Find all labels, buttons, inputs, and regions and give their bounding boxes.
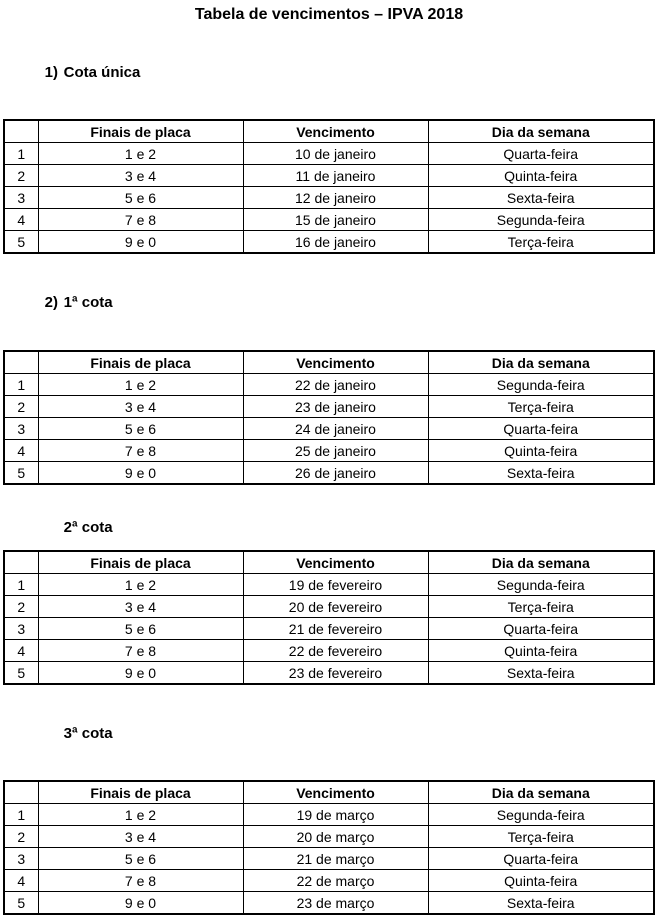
weekday-cell: Quinta-feira: [428, 165, 654, 187]
due-date-cell: 11 de janeiro: [243, 165, 428, 187]
column-header-due-date: Vencimento: [243, 781, 428, 804]
due-date-cell: 23 de fevereiro: [243, 662, 428, 685]
table-row: [4, 848, 654, 870]
due-date-cell: 22 de janeiro: [243, 374, 428, 396]
table-row: [4, 892, 654, 915]
weekday-cell: Sexta-feira: [428, 892, 654, 915]
weekday-cell: Segunda-feira: [428, 804, 654, 826]
table-row: [4, 462, 654, 485]
weekday-cell: Quarta-feira: [428, 143, 654, 165]
weekday-cell: Quinta-feira: [428, 870, 654, 892]
weekday-cell: Segunda-feira: [428, 209, 654, 231]
weekday-cell: Quarta-feira: [428, 618, 654, 640]
due-date-cell: 23 de março: [243, 892, 428, 915]
row-number-cell: 1: [4, 574, 38, 596]
column-header-due-date: Vencimento: [243, 351, 428, 374]
due-date-cell: 10 de janeiro: [243, 143, 428, 165]
table-row: [4, 804, 654, 826]
table-row: [4, 165, 654, 187]
section-number: 2): [44, 294, 59, 311]
plate-endings-cell: 3 e 4: [38, 396, 243, 418]
column-header-weekday: Dia da semana: [428, 351, 654, 374]
table-row: [4, 418, 654, 440]
column-header-plate-endings: Finais de placa: [38, 781, 243, 804]
table-header-row: [4, 781, 654, 804]
plate-endings-cell: 9 e 0: [38, 662, 243, 685]
due-date-cell: 21 de março: [243, 848, 428, 870]
weekday-cell: Terça-feira: [428, 231, 654, 254]
row-number-cell: 3: [4, 187, 38, 209]
table-row: [4, 143, 654, 165]
table-row: [4, 662, 654, 685]
row-number-cell: 1: [4, 143, 38, 165]
section-heading: [0, 280, 658, 325]
table-row: [4, 596, 654, 618]
row-number-cell: 4: [4, 209, 38, 231]
due-date-cell: 24 de janeiro: [243, 418, 428, 440]
due-date-cell: 20 de março: [243, 826, 428, 848]
due-date-cell: 21 de fevereiro: [243, 618, 428, 640]
row-number-cell: 4: [4, 640, 38, 662]
weekday-cell: Quinta-feira: [428, 640, 654, 662]
due-date-cell: 15 de janeiro: [243, 209, 428, 231]
row-number-cell: 5: [4, 231, 38, 254]
row-number-cell: 5: [4, 892, 38, 915]
section-cota-unica: [0, 50, 658, 254]
table-header-row: [4, 551, 654, 574]
column-header-blank: [4, 120, 38, 143]
weekday-cell: Terça-feira: [428, 596, 654, 618]
section-1a-cota: [0, 280, 658, 485]
column-header-plate-endings: Finais de placa: [38, 551, 243, 574]
plate-endings-cell: 5 e 6: [38, 187, 243, 209]
plate-endings-cell: 3 e 4: [38, 165, 243, 187]
weekday-cell: Terça-feira: [428, 396, 654, 418]
table-header-row: [4, 120, 654, 143]
section-2a-cota: [0, 505, 658, 685]
plate-endings-cell: 1 e 2: [38, 804, 243, 826]
row-number-cell: 5: [4, 462, 38, 485]
plate-endings-cell: 7 e 8: [38, 209, 243, 231]
weekday-cell: Segunda-feira: [428, 374, 654, 396]
row-number-cell: 3: [4, 848, 38, 870]
table-row: [4, 374, 654, 396]
weekday-cell: Sexta-feira: [428, 462, 654, 485]
column-header-plate-endings: Finais de placa: [38, 120, 243, 143]
column-header-blank: [4, 551, 38, 574]
section-heading: [0, 50, 658, 95]
column-header-blank: [4, 781, 38, 804]
section-3a-cota: [0, 711, 658, 915]
weekday-cell: Quarta-feira: [428, 848, 654, 870]
plate-endings-cell: 5 e 6: [38, 618, 243, 640]
section-heading-label: Cota única: [63, 64, 141, 81]
section-number: 1): [44, 64, 59, 81]
column-header-weekday: Dia da semana: [428, 551, 654, 574]
plate-endings-cell: 1 e 2: [38, 143, 243, 165]
plate-endings-cell: 5 e 6: [38, 418, 243, 440]
due-date-cell: 12 de janeiro: [243, 187, 428, 209]
table-row: [4, 826, 654, 848]
due-date-cell: 19 de março: [243, 804, 428, 826]
plate-endings-cell: 7 e 8: [38, 440, 243, 462]
due-date-cell: 22 de fevereiro: [243, 640, 428, 662]
plate-endings-cell: 9 e 0: [38, 892, 243, 915]
table-row: [4, 870, 654, 892]
plate-endings-cell: 7 e 8: [38, 640, 243, 662]
column-header-weekday: Dia da semana: [428, 120, 654, 143]
row-number-cell: 1: [4, 374, 38, 396]
weekday-cell: Quarta-feira: [428, 418, 654, 440]
column-header-plate-endings: Finais de placa: [38, 351, 243, 374]
due-dates-table-3a-cota: [3, 780, 655, 915]
table-row: [4, 440, 654, 462]
plate-endings-cell: 9 e 0: [38, 462, 243, 485]
section-heading-label: 1ª cota: [63, 294, 113, 311]
table-row: [4, 209, 654, 231]
section-heading-label: 2ª cota: [63, 519, 113, 536]
column-header-weekday: Dia da semana: [428, 781, 654, 804]
due-dates-table-cota-unica: [3, 119, 655, 254]
section-heading-label: 3ª cota: [63, 725, 113, 742]
weekday-cell: Sexta-feira: [428, 662, 654, 685]
column-header-blank: [4, 351, 38, 374]
due-date-cell: 19 de fevereiro: [243, 574, 428, 596]
plate-endings-cell: 5 e 6: [38, 848, 243, 870]
due-date-cell: 16 de janeiro: [243, 231, 428, 254]
table-row: [4, 618, 654, 640]
row-number-cell: 4: [4, 870, 38, 892]
plate-endings-cell: 7 e 8: [38, 870, 243, 892]
weekday-cell: Terça-feira: [428, 826, 654, 848]
plate-endings-cell: 3 e 4: [38, 826, 243, 848]
section-heading: [0, 711, 658, 756]
table-header-row: [4, 351, 654, 374]
weekday-cell: Segunda-feira: [428, 574, 654, 596]
row-number-cell: 3: [4, 618, 38, 640]
due-date-cell: 26 de janeiro: [243, 462, 428, 485]
table-row: [4, 231, 654, 254]
weekday-cell: Quinta-feira: [428, 440, 654, 462]
row-number-cell: 3: [4, 418, 38, 440]
row-number-cell: 1: [4, 804, 38, 826]
row-number-cell: 2: [4, 396, 38, 418]
plate-endings-cell: 1 e 2: [38, 574, 243, 596]
column-header-due-date: Vencimento: [243, 551, 428, 574]
due-date-cell: 25 de janeiro: [243, 440, 428, 462]
plate-endings-cell: 3 e 4: [38, 596, 243, 618]
due-date-cell: 20 de fevereiro: [243, 596, 428, 618]
page-title: Tabela de vencimentos – IPVA 2018: [194, 6, 464, 23]
weekday-cell: Sexta-feira: [428, 187, 654, 209]
table-row: [4, 396, 654, 418]
table-row: [4, 640, 654, 662]
due-dates-table-1a-cota: [3, 350, 655, 485]
row-number-cell: 2: [4, 826, 38, 848]
table-row: [4, 187, 654, 209]
row-number-cell: 2: [4, 165, 38, 187]
table-row: [4, 574, 654, 596]
row-number-cell: 4: [4, 440, 38, 462]
section-heading: [0, 505, 658, 550]
due-date-cell: 23 de janeiro: [243, 396, 428, 418]
due-date-cell: 22 de março: [243, 870, 428, 892]
due-dates-table-2a-cota: [3, 550, 655, 685]
plate-endings-cell: 1 e 2: [38, 374, 243, 396]
row-number-cell: 5: [4, 662, 38, 685]
plate-endings-cell: 9 e 0: [38, 231, 243, 254]
column-header-due-date: Vencimento: [243, 120, 428, 143]
row-number-cell: 2: [4, 596, 38, 618]
